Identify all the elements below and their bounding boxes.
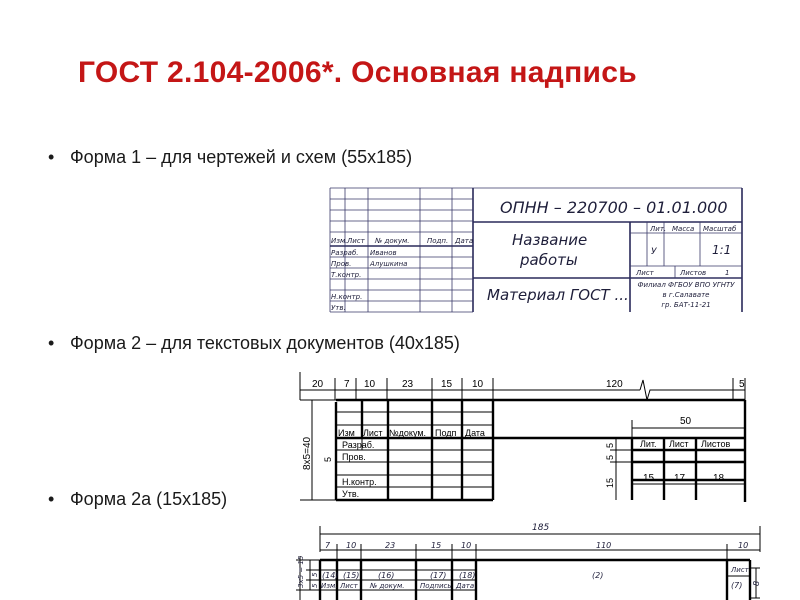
hdr-list: Лист (669, 439, 689, 449)
dim-3x5: 3х5 = 15 (297, 555, 305, 588)
form-2a-title-block (296, 523, 761, 600)
marker-15: (15) (343, 571, 360, 580)
vdim-5a: 5 (605, 442, 615, 448)
dim-5: 5 (739, 379, 745, 390)
work-name-line2: работы (520, 251, 578, 269)
scale-value: 1:1 (712, 243, 732, 257)
org-line3: гр. БАТ-11-21 (661, 301, 711, 309)
col-header-date: Дата (465, 428, 485, 438)
col-header-list: Лист (340, 582, 358, 590)
col-header-podp: Подпись (420, 582, 452, 590)
bullet-text: Форма 2а (15х185) (70, 489, 228, 509)
sheet-label: Лист (636, 269, 654, 277)
col-header-izm: Изм. (331, 237, 348, 245)
bullet-text: Форма 1 – для чертежей и схем (55х185) (70, 147, 413, 167)
role-prov: Пров. (331, 260, 352, 268)
dim-15: 15 (431, 541, 442, 550)
col-header-list: Лист (347, 237, 365, 245)
dim-23: 23 (385, 541, 396, 550)
role-tkontr: Т.контр. (331, 271, 362, 279)
lit-header: Лит. (650, 225, 667, 233)
scale-header: Масштаб (703, 225, 737, 233)
dim-8x5: 8х5=40 (302, 436, 313, 470)
form-2-title-block (300, 372, 745, 502)
col-header-date: Дата (456, 582, 475, 590)
dim-5b: 5 (311, 583, 319, 588)
mass-header: Масса (672, 225, 695, 233)
bullet-text: Форма 2 – для текстовых документов (40х185) (70, 333, 460, 353)
marker-18: (18) (459, 571, 476, 580)
dim-50: 50 (680, 416, 692, 427)
dim-7: 7 (344, 379, 350, 390)
bullet-marker: • (48, 333, 55, 353)
dim-10: 10 (364, 379, 376, 390)
role-nkontr: Н.контр. (331, 293, 363, 301)
bullet-marker: • (48, 489, 55, 509)
col-header-doc: № докум. (375, 237, 410, 245)
marker-14: (14) (322, 571, 339, 580)
dim-18: 18 (713, 473, 725, 484)
dim-20: 20 (312, 379, 324, 390)
dim-7: 7 (325, 541, 331, 550)
col-header-list: Лист (363, 428, 383, 438)
dim-8: 8 (752, 580, 761, 586)
col-header-podp: Подп (435, 428, 457, 438)
marker-2: (2) (592, 571, 604, 580)
row-utv: Утв. (342, 489, 360, 499)
lit-value: У (651, 247, 657, 257)
row-prov: Пров. (342, 452, 366, 462)
role-razrab: Разраб. (331, 249, 359, 257)
drawing-designation: ОПНН – 220700 – 01.01.000 (500, 198, 728, 217)
marker-16: (16) (378, 571, 395, 580)
dim-10: 10 (346, 541, 357, 550)
name-alushkina: Алушкина (370, 260, 408, 268)
dim-10b: 10 (461, 541, 472, 550)
row-nkontr: Н.контр. (342, 477, 377, 487)
material-text: Материал ГОСТ ... (487, 286, 629, 304)
form-1-title-block (330, 188, 742, 312)
dim-185: 185 (532, 523, 550, 533)
col-header-date: Дата (455, 237, 474, 245)
dim-17: 17 (674, 473, 686, 484)
marker-17: (17) (430, 571, 447, 580)
col-header-izm: Изм. (321, 582, 338, 590)
org-line2: в г.Салавате (662, 291, 710, 299)
role-utv: Утв. (331, 304, 346, 312)
sheets-value: 1 (725, 269, 730, 277)
dim-10b: 10 (472, 379, 484, 390)
org-line1: Филиал ФГБОУ ВПО УГНТУ (637, 281, 735, 289)
vdim-5b: 5 (605, 454, 615, 460)
page-title: ГОСТ 2.104-2006*. Основная надпись (78, 56, 637, 89)
col-header-doc: № докум. (370, 582, 405, 590)
marker-7: (7) (731, 581, 743, 590)
row-razrab: Разраб. (342, 440, 375, 450)
dim-5a: 5 (311, 572, 319, 577)
bullet-marker: • (48, 147, 55, 167)
dim-10c: 10 (738, 541, 749, 550)
vdim-5c: 5 (323, 456, 333, 462)
hdr-lit: Лит. (640, 439, 657, 449)
dim-15b: 15 (643, 473, 655, 484)
name-ivanov: Иванов (370, 249, 397, 257)
col-header-podp: Подп. (427, 237, 449, 245)
col-header-doc: №докум. (389, 428, 427, 438)
sheet-label: Лист (731, 566, 749, 574)
hdr-listov: Листов (701, 439, 731, 449)
sheets-label: Листов (680, 269, 707, 277)
dim-23: 23 (402, 379, 414, 390)
work-name-line1: Название (512, 231, 588, 249)
dim-15: 15 (441, 379, 453, 390)
vdim-15: 15 (605, 477, 615, 488)
dim-120: 120 (606, 379, 623, 390)
col-header-izm: Изм (338, 428, 355, 438)
dim-110: 110 (596, 541, 612, 550)
